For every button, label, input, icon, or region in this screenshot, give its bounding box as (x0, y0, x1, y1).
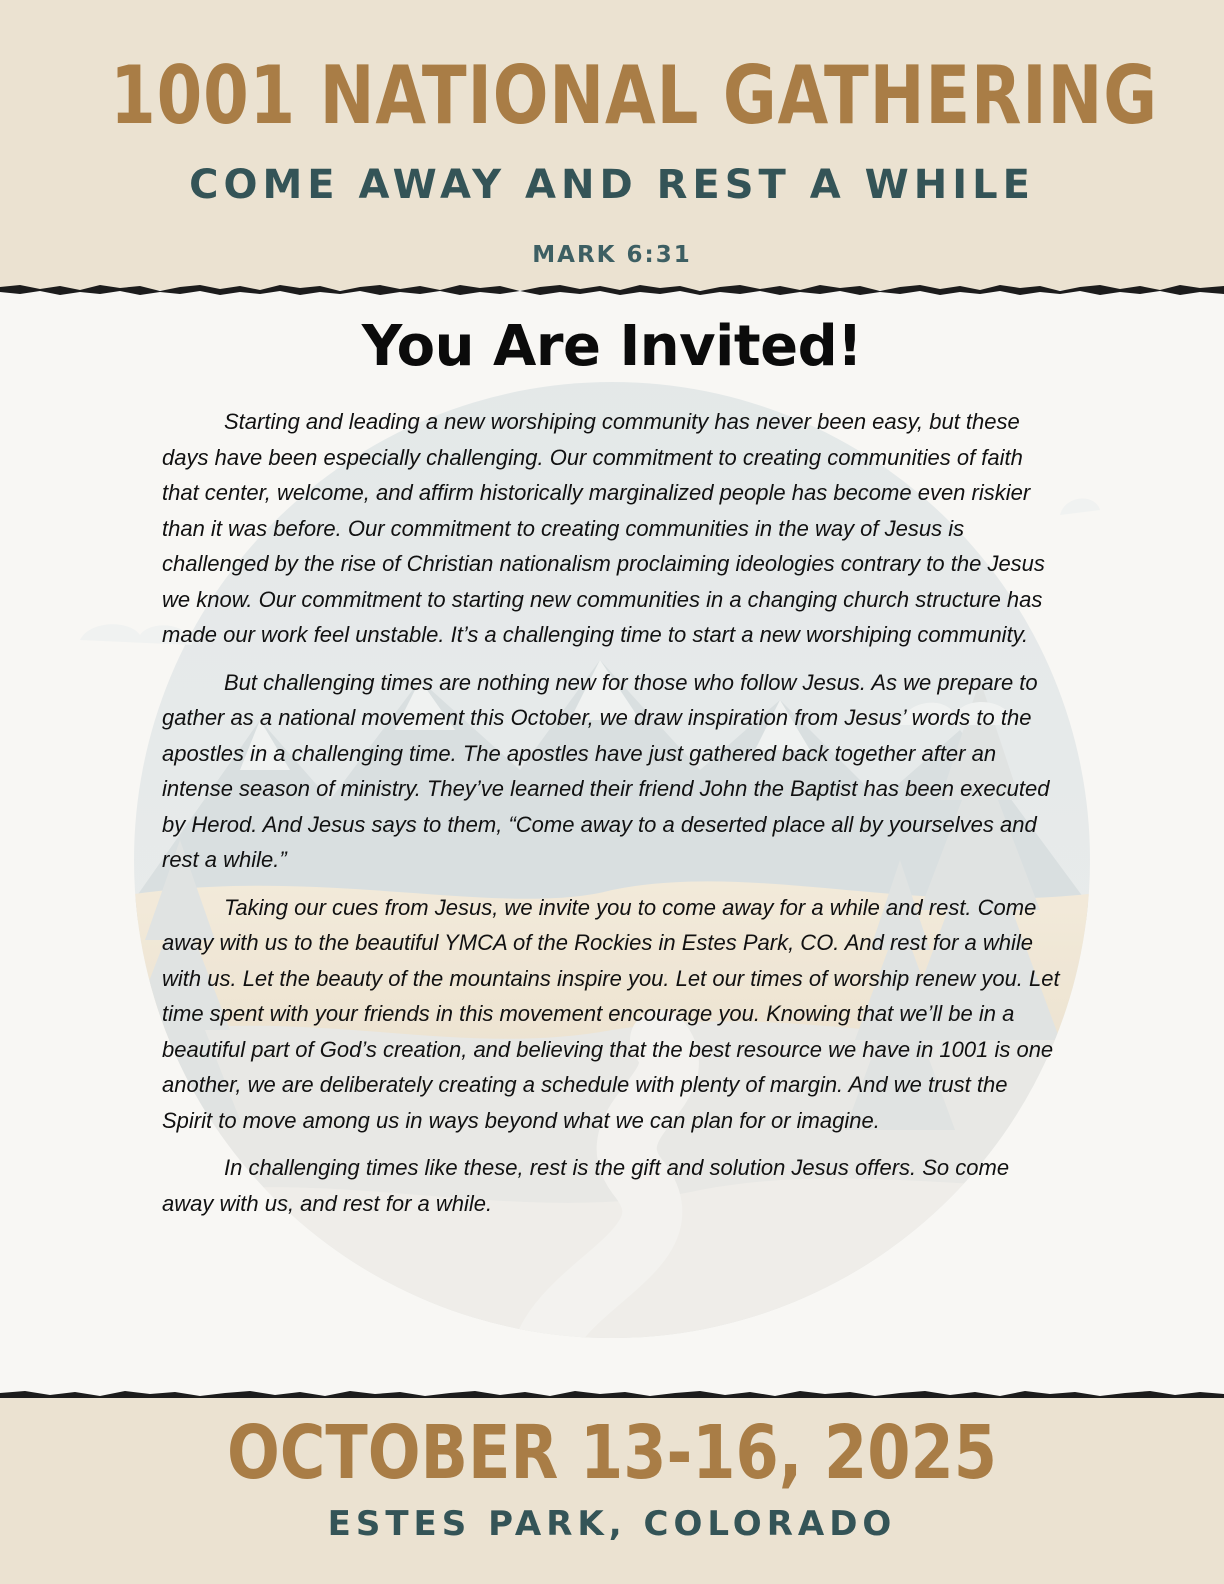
letter-paragraph: In challenging times like these, rest is the gift and solution Jesus offers. So come away with us, and rest for a while. (162, 1155, 1010, 1216)
scripture-reference: MARK 6:31 (532, 242, 692, 268)
letter-paragraph: Starting and leading a new worshiping community has never been easy, but these days have been especially challenging. Our commitment to creating communities of faith that center, welcome, and affirm historically marginalized people has become even riskier than it was before. Our commitment to creating communities in the way of Jesus is challenged by the rise of Christian nationalism proclaiming ideologies contrary to the Jesus we know. Our commitment to starting new communities in a changing church structure has made our work feel unstable. It’s a challenging time to start a new worshiping community. (162, 409, 1045, 647)
invitation-heading: You Are Invited! (361, 314, 863, 379)
event-theme: COME AWAY AND REST A WHILE (189, 162, 1035, 208)
letter-paragraph: But challenging times are nothing new for those who follow Jesus. As we prepare to gather as a national movement this October, we draw inspiration from Jesus’ words to the apostles in a challenging time. The apostles have just gathered back together after an intense season of ministry. They’ve learned their friend John the Baptist has been executed by Herod. And Jesus says to them, “Come away to a deserted place all by yourselves and rest a while.” (162, 669, 1050, 872)
event-date: OCTOBER 13-16, 2025 (226, 1410, 998, 1496)
event-location: ESTES PARK, COLORADO (327, 1504, 897, 1544)
invitation-letter (162, 404, 1062, 1233)
event-title: 1001 NATIONAL GATHERING (110, 49, 1158, 142)
torn-edge-divider-top (0, 283, 1224, 297)
letter-paragraph: Taking our cues from Jesus, we invite you to come away for a while and rest. Come away with us to the beautiful YMCA of the Rockies in Estes Park, CO. And rest for a while with us. Let the beauty of the mountains inspire you. Let our times of worship renew you. Let time spent with your friends in this movement encourage you. Knowing that we’ll be in a beautiful part of God’s creation, and believing that the best resource we have in 1001 is one another, we are deliberately creating a schedule with plenty of margin. And we trust the Spirit to move among us in ways beyond what we can plan for or imagine. (162, 894, 1060, 1133)
